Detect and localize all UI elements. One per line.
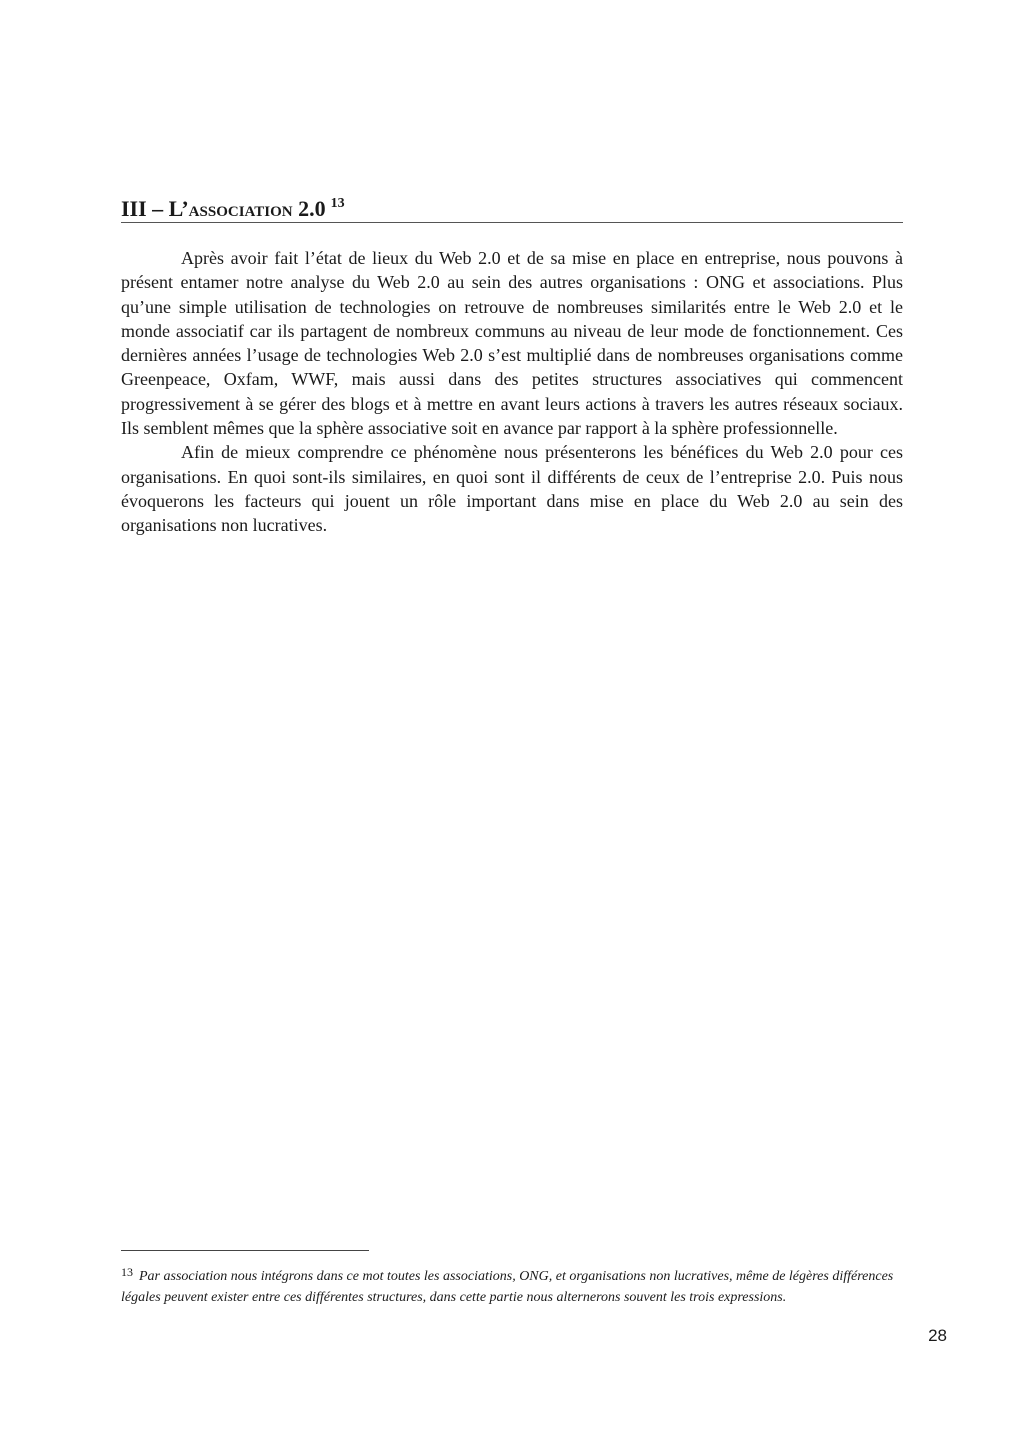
section-heading xyxy=(121,190,903,223)
heading-smallcaps: association xyxy=(188,196,293,221)
body-text xyxy=(121,246,903,538)
footnote xyxy=(121,1262,903,1308)
page-number: 28 xyxy=(928,1326,947,1345)
heading-prefix: III – L’ xyxy=(121,196,189,221)
footnote-separator xyxy=(121,1250,369,1251)
footnote-text: Par association nous intégrons dans ce mot toutes les associations, ONG, et organisations non lucratives, même de légères différences légales peuvent exister entre ces différentes structures, dans cette partie nous alternerons souvent les trois expressions. xyxy=(121,1269,894,1305)
heading-suffix: 2.0 xyxy=(298,196,326,221)
paragraph-1: Après avoir fait l’état de lieux du Web 2.0 et de sa mise en place en entreprise, nous pouvons à présent entamer notre analyse du Web 2.0 au sein des autres organisations : ONG et associations. Plus qu’une simple utilisation de technologies on retrouve de nombreuses similarités entre le Web 2.0 et le monde associatif car ils partagent de nombreux communs au niveau de leur mode de fonctionnement. Ces dernières années l’usage de technologies Web 2.0 s’est multiplié dans de nombreuses organisations comme Greenpeace, Oxfam, WWF, mais aussi dans des petites structures associatives qui commencent progressivement à se gérer des blogs et à mettre en avant leurs actions à travers les autres réseaux sociaux. Ils semblent mêmes que la sphère associative soit en avance par rapport à la sphère professionnelle. xyxy=(121,248,903,439)
paragraph-2: Afin de mieux comprendre ce phénomène nous présenterons les bénéfices du Web 2.0 pour ces organisations. En quoi sont-ils similaires, en quoi sont il différents de ceux de l’entreprise 2.0. Puis nous évoquerons les facteurs qui jouent un rôle important dans mise en place du Web 2.0 au sein des organisations non lucratives. xyxy=(121,442,903,536)
heading-footnote-ref: 13 xyxy=(330,196,345,211)
footnote-number: 13 xyxy=(121,1265,133,1279)
